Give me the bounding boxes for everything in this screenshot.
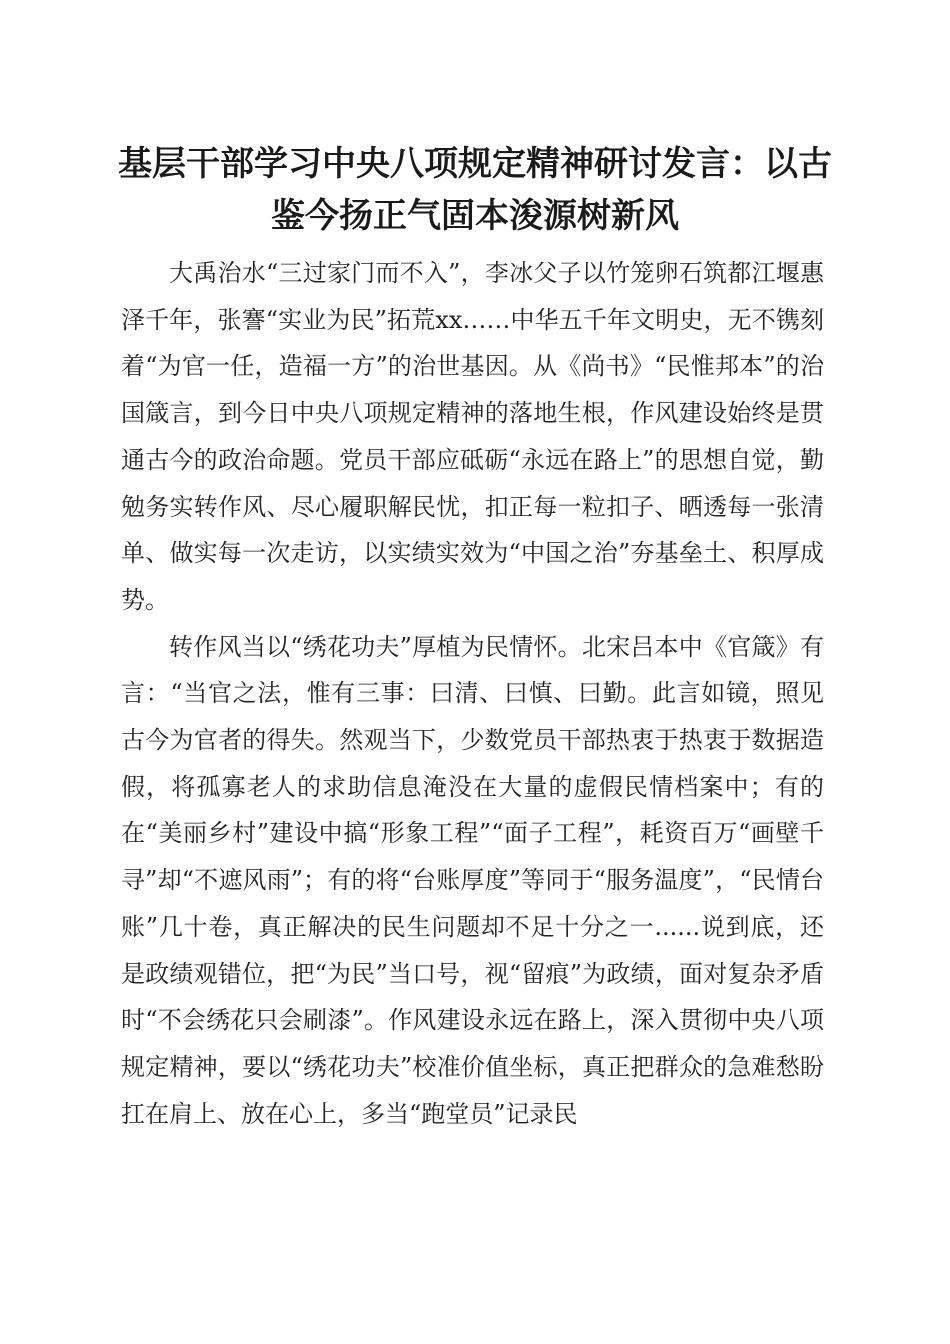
document-title: 基层干部学习中央八项规定精神研讨发言：以古鉴今扬正气固本浚源树新风	[118, 144, 832, 236]
paragraph-1: 大禹治水“三过家门而不入”，李冰父子以竹笼卵石筑都江堰惠泽千年，张謇“实业为民”拓荒xx……中华五千年文明史，无不镌刻着“为官一任，造福一方”的治世基因。从《尚书》“民惟邦本”的治国箴言，到今日中央八项规定精神的落地生根，作风建设始终是贯通古今的政治命题。党员干部应砥砺“永远在路上”的思想自觉，勤勉务实转作风、尽心履职解民忧，扣正每一粒扣子、晒透每一张清单、做实每一次走访，以实绩实效为“中国之治”夯基垒土、积厚成势。	[121, 259, 824, 614]
document-body	[121, 250, 824, 1137]
paragraph-2: 转作风当以“绣花功夫”厚植为民情怀。北宋吕本中《官箴》有言：“当官之法，惟有三事：曰清、曰慎、曰勤。此言如镜，照见古今为官者的得失。然观当下，少数党员干部热衷于热衷于数据造假，将孤寡老人的求助信息淹没在大量的虚假民情档案中；有的在“美丽乡村”建设中搞“形象工程”“面子工程”，耗资百万“画壁千寻”却“不遮风雨”；有的将“台账厚度”等同于“服务温度”，“民情台账”几十卷，真正解决的民生问题却不足十分之一......说到底，还是政绩观错位，把“为民”当口号，视“留痕”为政绩，面对复杂矛盾时“不会绣花只会刷漆”。作风建设永远在路上，深入贯彻中央八项规定精神，要以“绣花功夫”校准价值坐标，真正把群众的急难愁盼扛在肩上、放在心上，多当“跑堂员”记录民	[121, 632, 824, 1128]
